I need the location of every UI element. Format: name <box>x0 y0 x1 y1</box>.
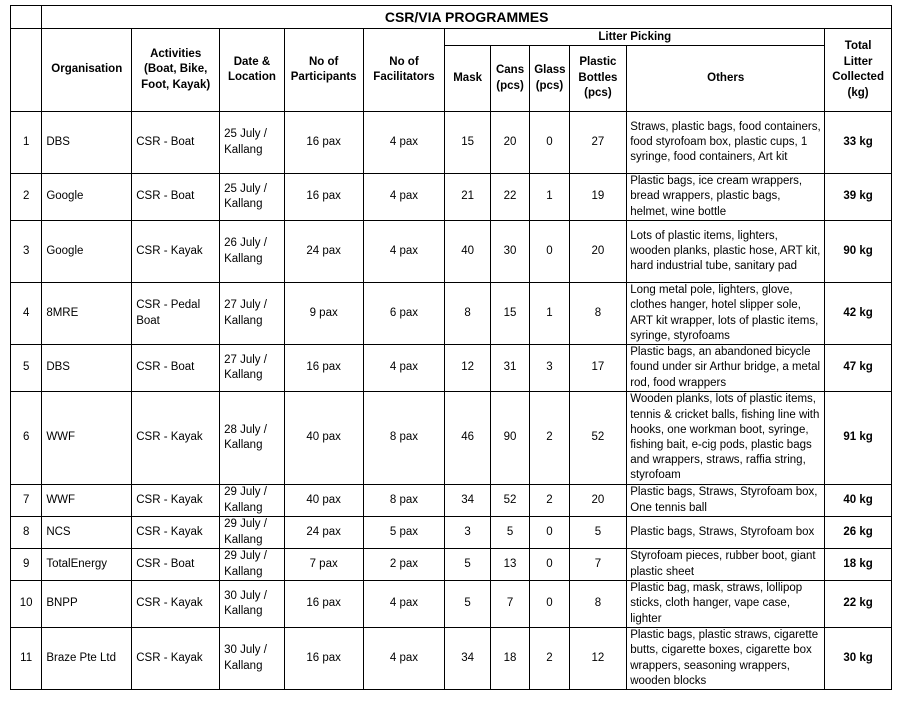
participants-cell: 40 pax <box>284 392 363 485</box>
row-number: 2 <box>11 174 42 221</box>
cans-count-cell: 7 <box>490 581 529 628</box>
others-cell: Plastic bags, plastic straws, cigarette butts, cigarette boxes, cigarette box wrappers, seasoning wrappers, wooden blocks <box>627 628 825 690</box>
table-row <box>11 283 892 345</box>
mask-count-cell: 15 <box>445 112 490 174</box>
table-row <box>11 345 892 392</box>
row-number: 5 <box>11 345 42 392</box>
plastic-bottles-count-cell: 8 <box>569 581 627 628</box>
plastic-bottles-count-cell: 17 <box>569 345 627 392</box>
header-organisation: Organisation <box>42 29 132 112</box>
header-others: Others <box>627 46 825 112</box>
participants-cell: 9 pax <box>284 283 363 345</box>
organisation-cell: DBS <box>42 345 132 392</box>
cans-count-cell: 90 <box>490 392 529 485</box>
organisation-cell: TotalEnergy <box>42 549 132 581</box>
glass-count-cell: 1 <box>530 283 569 345</box>
participants-cell: 40 pax <box>284 485 363 517</box>
date-location-cell: 27 July / Kallang <box>220 345 285 392</box>
total-litter-cell: 47 kg <box>825 345 892 392</box>
mask-count-cell: 5 <box>445 581 490 628</box>
activity-cell: CSR - Kayak <box>132 628 220 690</box>
table-row <box>11 392 892 485</box>
organisation-cell: Braze Pte Ltd <box>42 628 132 690</box>
activity-cell: CSR - Boat <box>132 112 220 174</box>
total-litter-cell: 18 kg <box>825 549 892 581</box>
plastic-bottles-count-cell: 7 <box>569 549 627 581</box>
facilitators-cell: 8 pax <box>363 485 445 517</box>
organisation-cell: DBS <box>42 112 132 174</box>
date-location-cell: 26 July / Kallang <box>220 221 285 283</box>
header-total: Total Litter Collected (kg) <box>825 29 892 112</box>
activity-cell: CSR - Kayak <box>132 485 220 517</box>
total-litter-cell: 90 kg <box>825 221 892 283</box>
glass-count-cell: 0 <box>530 549 569 581</box>
total-litter-cell: 30 kg <box>825 628 892 690</box>
date-location-cell: 27 July / Kallang <box>220 283 285 345</box>
header-glass: Glass (pcs) <box>530 46 569 112</box>
header-litter-picking: Litter Picking <box>445 29 825 46</box>
others-cell: Plastic bags, ice cream wrappers, bread wrappers, plastic bags, helmet, wine bottle <box>627 174 825 221</box>
cans-count-cell: 31 <box>490 345 529 392</box>
glass-count-cell: 2 <box>530 628 569 690</box>
plastic-bottles-count-cell: 12 <box>569 628 627 690</box>
row-number: 8 <box>11 517 42 549</box>
plastic-bottles-count-cell: 19 <box>569 174 627 221</box>
total-litter-cell: 91 kg <box>825 392 892 485</box>
mask-count-cell: 8 <box>445 283 490 345</box>
participants-cell: 16 pax <box>284 112 363 174</box>
facilitators-cell: 8 pax <box>363 392 445 485</box>
plastic-bottles-count-cell: 8 <box>569 283 627 345</box>
header-plastic-bottles: Plastic Bottles (pcs) <box>569 46 627 112</box>
total-litter-cell: 40 kg <box>825 485 892 517</box>
facilitators-cell: 4 pax <box>363 112 445 174</box>
glass-count-cell: 0 <box>530 112 569 174</box>
facilitators-cell: 5 pax <box>363 517 445 549</box>
date-location-cell: 29 July / Kallang <box>220 549 285 581</box>
date-location-cell: 25 July / Kallang <box>220 112 285 174</box>
date-location-cell: 30 July / Kallang <box>220 581 285 628</box>
csr-table-container <box>10 5 892 690</box>
glass-count-cell: 0 <box>530 221 569 283</box>
page-title: CSR/VIA PROGRAMMES <box>42 6 892 29</box>
activity-cell: CSR - Boat <box>132 549 220 581</box>
table-row <box>11 628 892 690</box>
total-litter-cell: 33 kg <box>825 112 892 174</box>
others-cell: Wooden planks, lots of plastic items, tennis & cricket balls, fishing line with hooks, one workman boot, syringe, fishing bait, e-cig pods, plastic bags and wrappers, straws, raffia string, styrofoam <box>627 392 825 485</box>
cans-count-cell: 20 <box>490 112 529 174</box>
total-litter-cell: 39 kg <box>825 174 892 221</box>
facilitators-cell: 4 pax <box>363 345 445 392</box>
plastic-bottles-count-cell: 27 <box>569 112 627 174</box>
csr-programmes-table <box>10 5 892 690</box>
date-location-cell: 30 July / Kallang <box>220 628 285 690</box>
facilitators-cell: 4 pax <box>363 174 445 221</box>
row-number: 6 <box>11 392 42 485</box>
date-location-cell: 29 July / Kallang <box>220 517 285 549</box>
mask-count-cell: 40 <box>445 221 490 283</box>
table-row <box>11 581 892 628</box>
others-cell: Long metal pole, lighters, glove, clothes hanger, hotel slipper sole, ART kit wrapper, lots of plastic items, syringe, styrofoams <box>627 283 825 345</box>
activity-cell: CSR - Kayak <box>132 517 220 549</box>
activity-cell: CSR - Kayak <box>132 581 220 628</box>
cans-count-cell: 52 <box>490 485 529 517</box>
header-activities: Activities (Boat, Bike, Foot, Kayak) <box>132 29 220 112</box>
participants-cell: 16 pax <box>284 581 363 628</box>
facilitators-cell: 6 pax <box>363 283 445 345</box>
date-location-cell: 29 July / Kallang <box>220 485 285 517</box>
facilitators-cell: 4 pax <box>363 581 445 628</box>
others-cell: Plastic bag, mask, straws, lollipop sticks, cloth hanger, vape case, lighter <box>627 581 825 628</box>
cans-count-cell: 22 <box>490 174 529 221</box>
mask-count-cell: 34 <box>445 485 490 517</box>
table-row <box>11 174 892 221</box>
mask-count-cell: 34 <box>445 628 490 690</box>
plastic-bottles-count-cell: 20 <box>569 485 627 517</box>
mask-count-cell: 5 <box>445 549 490 581</box>
title-blank-cell <box>11 6 42 29</box>
participants-cell: 7 pax <box>284 549 363 581</box>
others-cell: Lots of plastic items, lighters, wooden planks, plastic hose, ART kit, hard industrial tube, sanitary pad <box>627 221 825 283</box>
others-cell: Styrofoam pieces, rubber boot, giant plastic sheet <box>627 549 825 581</box>
table-row <box>11 549 892 581</box>
participants-cell: 16 pax <box>284 345 363 392</box>
participants-cell: 16 pax <box>284 628 363 690</box>
organisation-cell: NCS <box>42 517 132 549</box>
table-row <box>11 112 892 174</box>
row-number: 9 <box>11 549 42 581</box>
participants-cell: 24 pax <box>284 221 363 283</box>
organisation-cell: 8MRE <box>42 283 132 345</box>
plastic-bottles-count-cell: 52 <box>569 392 627 485</box>
total-litter-cell: 42 kg <box>825 283 892 345</box>
header-cans: Cans (pcs) <box>490 46 529 112</box>
activity-cell: CSR - Boat <box>132 174 220 221</box>
organisation-cell: BNPP <box>42 581 132 628</box>
header-no <box>11 29 42 112</box>
row-number: 1 <box>11 112 42 174</box>
header-facilitators: No of Facilitators <box>363 29 445 112</box>
row-number: 4 <box>11 283 42 345</box>
facilitators-cell: 4 pax <box>363 221 445 283</box>
header-mask: Mask <box>445 46 490 112</box>
organisation-cell: WWF <box>42 485 132 517</box>
cans-count-cell: 18 <box>490 628 529 690</box>
cans-count-cell: 13 <box>490 549 529 581</box>
others-cell: Straws, plastic bags, food containers, food styrofoam box, plastic cups, 1 syringe, food containers, Art kit <box>627 112 825 174</box>
plastic-bottles-count-cell: 20 <box>569 221 627 283</box>
others-cell: Plastic bags, Straws, Styrofoam box, One tennis ball <box>627 485 825 517</box>
glass-count-cell: 2 <box>530 485 569 517</box>
date-location-cell: 25 July / Kallang <box>220 174 285 221</box>
cans-count-cell: 30 <box>490 221 529 283</box>
organisation-cell: WWF <box>42 392 132 485</box>
glass-count-cell: 0 <box>530 517 569 549</box>
mask-count-cell: 21 <box>445 174 490 221</box>
header-date-location: Date & Location <box>220 29 285 112</box>
row-number: 3 <box>11 221 42 283</box>
mask-count-cell: 3 <box>445 517 490 549</box>
activity-cell: CSR - Kayak <box>132 221 220 283</box>
activity-cell: CSR - Boat <box>132 345 220 392</box>
glass-count-cell: 3 <box>530 345 569 392</box>
table-row <box>11 517 892 549</box>
organisation-cell: Google <box>42 221 132 283</box>
cans-count-cell: 15 <box>490 283 529 345</box>
mask-count-cell: 46 <box>445 392 490 485</box>
glass-count-cell: 1 <box>530 174 569 221</box>
glass-count-cell: 2 <box>530 392 569 485</box>
header-participants: No of Participants <box>284 29 363 112</box>
others-cell: Plastic bags, Straws, Styrofoam box <box>627 517 825 549</box>
total-litter-cell: 22 kg <box>825 581 892 628</box>
row-number: 7 <box>11 485 42 517</box>
participants-cell: 16 pax <box>284 174 363 221</box>
cans-count-cell: 5 <box>490 517 529 549</box>
organisation-cell: Google <box>42 174 132 221</box>
participants-cell: 24 pax <box>284 517 363 549</box>
plastic-bottles-count-cell: 5 <box>569 517 627 549</box>
activity-cell: CSR - Pedal Boat <box>132 283 220 345</box>
total-litter-cell: 26 kg <box>825 517 892 549</box>
row-number: 10 <box>11 581 42 628</box>
others-cell: Plastic bags, an abandoned bicycle found under sir Arthur bridge, a metal rod, food wrappers <box>627 345 825 392</box>
facilitators-cell: 2 pax <box>363 549 445 581</box>
table-row <box>11 485 892 517</box>
date-location-cell: 28 July / Kallang <box>220 392 285 485</box>
glass-count-cell: 0 <box>530 581 569 628</box>
table-row <box>11 221 892 283</box>
activity-cell: CSR - Kayak <box>132 392 220 485</box>
facilitators-cell: 4 pax <box>363 628 445 690</box>
mask-count-cell: 12 <box>445 345 490 392</box>
row-number: 11 <box>11 628 42 690</box>
